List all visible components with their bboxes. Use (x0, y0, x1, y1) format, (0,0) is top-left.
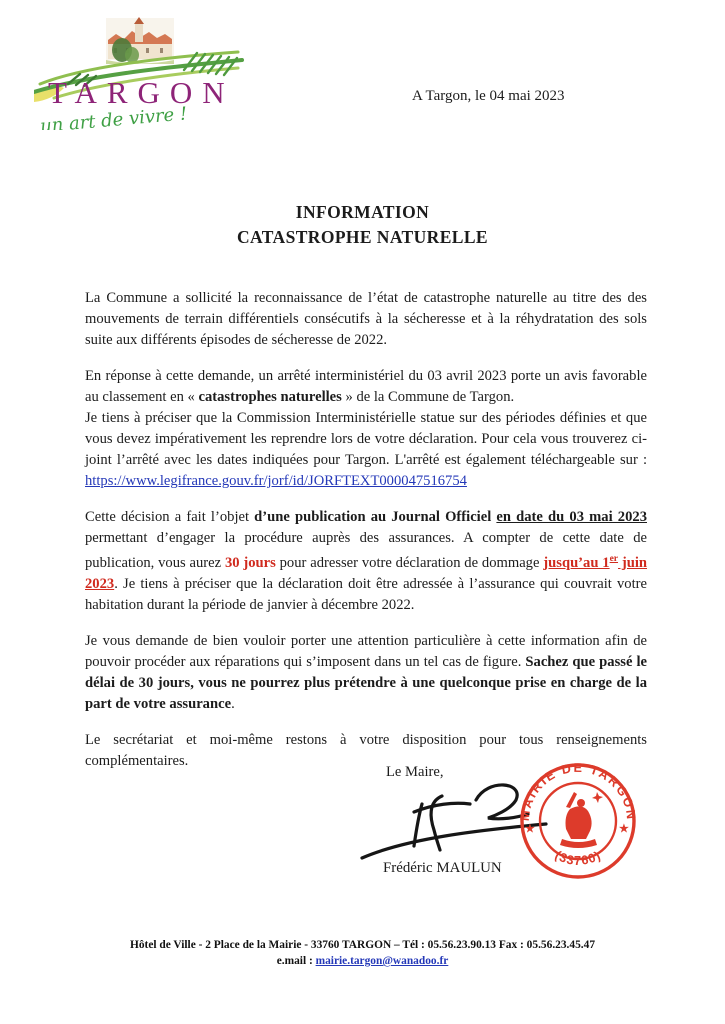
targon-logo (34, 10, 244, 130)
closing-line: Le Maire, (386, 764, 444, 780)
svg-text:(33760) (552, 848, 603, 868)
text-run: En réponse à cette demande, un arrêté interministériel du 03 avril 2023 porte un avis favorable au classement en « (85, 368, 647, 405)
text-run: permettant d’engager la procédure auprès des assurances. A compter de cette date de publication, vous aurez (85, 530, 647, 571)
footer (0, 937, 725, 969)
text-run: 30 jours (224, 554, 276, 571)
text-run: La Commune a sollicité la reconnaissance de l’état de catastrophe naturelle au titre des des mouvements de terrain différentiels consécutifs à la sécheresse et à la réhydratation des sols suite aux différents épisodes de sécheresse de 2022. (85, 290, 647, 348)
text-run: » de la Commune de Targon. (341, 389, 515, 405)
text-run: Je vous demande de bien vouloir porter une attention particulière à cette information afin de pouvoir procéder aux réparations qui s’imposent dans un tel cas de figure. (85, 632, 647, 670)
stamp-top-text: MAIRIE DE TARGON (518, 761, 638, 822)
text-run: en date du 03 mai 2023 (496, 509, 647, 525)
stamp-crest-icon (560, 792, 603, 848)
stamp-bottom-text: (33760) (552, 848, 604, 868)
email-link[interactable]: mairie.targon@wanadoo.fr (315, 955, 449, 967)
text-run: er (609, 554, 619, 564)
footer-address-line: Hôtel de Ville - 2 Place de la Mairie - 33760 TARGON – Tél : 05.56.23.90.13 Fax : 05.56.23.45.47 (129, 939, 596, 951)
text-run: d’une publication au Journal Officiel (254, 509, 497, 525)
logo-tagline: un art de vivre ! (39, 103, 188, 130)
paragraph-4 (85, 631, 647, 715)
village-illustration-icon (106, 17, 174, 64)
text-run: . Je tiens à préciser que la déclaration doit être adressée à l’assurance qui couvrait votre habitation durant la période de janvier à décembre 2022. (85, 575, 647, 613)
text-run: . (231, 695, 235, 712)
text-run: Cette décision a fait l’objet (85, 509, 255, 525)
footer-email-line (0, 953, 725, 969)
text-run: Sachez que passé le délai de 30 jours, vous ne pourrez plus prétendre à une quelconque prise en charge de la part de votre assurance (85, 653, 647, 712)
official-stamp (518, 761, 638, 881)
text-run: pour adresser votre déclaration de dommage (275, 554, 544, 571)
letter-title (0, 200, 725, 250)
footer-email-label: e.mail : (276, 955, 316, 967)
letter-body (85, 288, 647, 787)
paragraph-2 (85, 366, 647, 492)
text-run: Le secrétariat et moi-même restons à votre disposition pour tous renseignements complémentaires. (85, 731, 647, 769)
title-line-2: CATASTROPHE NATURELLE (236, 227, 488, 247)
text-run: catastrophes naturelles (198, 389, 342, 405)
paragraph-1 (85, 288, 647, 351)
text-run: Je tiens à préciser que la Commission Interministérielle statue sur des périodes définies et que vous devez impérativement les reprendre lors de votre déclaration. Pour cela vous trouverez ci-joint l’arrêté avec les dates indiquées pour Targon. L'arrêté est également téléchargeable sur : (85, 410, 647, 468)
paragraph-3 (85, 507, 647, 616)
logo-wordmark: TARGON (48, 75, 235, 110)
stamp-star-left-icon: ★ (525, 823, 535, 835)
legifrance-link[interactable]: https://www.legifrance.gouv.fr/jorf/id/JORFTEXT000047516754 (85, 473, 467, 489)
signer-name: Frédéric MAULUN (383, 860, 502, 876)
targon-logo-art (34, 10, 244, 130)
date-line: A Targon, le 04 mai 2023 (412, 88, 565, 104)
stamp-star-right-icon: ★ (619, 823, 629, 835)
text-run: juin 2023 (85, 554, 648, 592)
title-line-1: INFORMATION (295, 202, 430, 222)
text-run: jusqu’au 1 (543, 554, 610, 571)
